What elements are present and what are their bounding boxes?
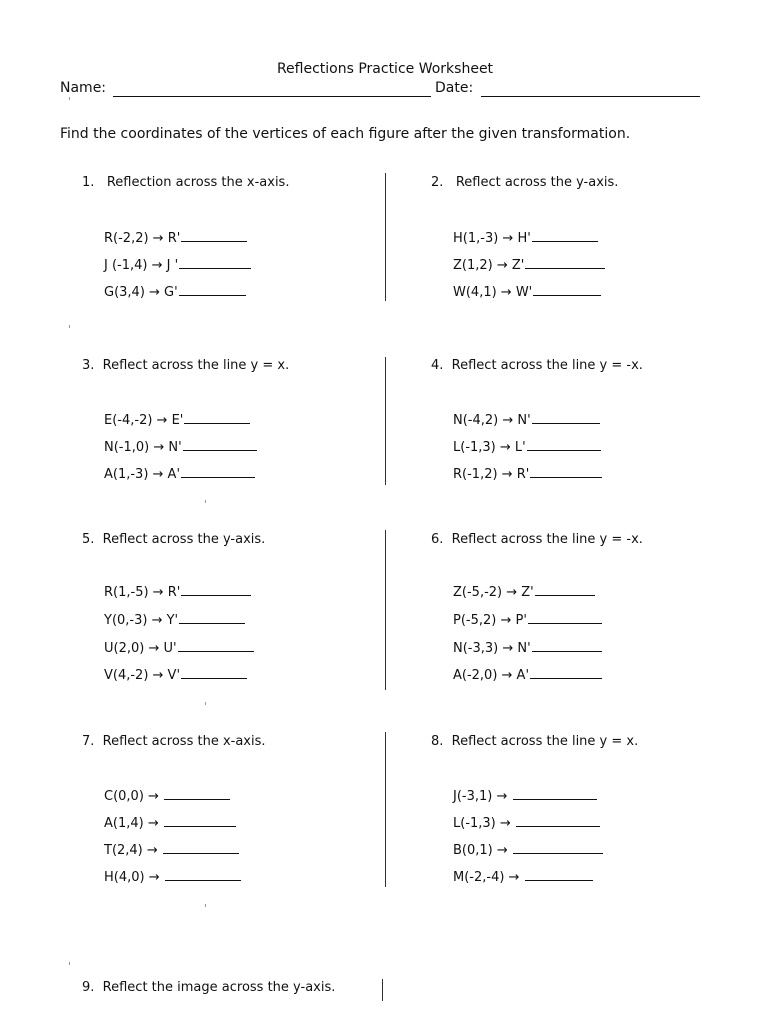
problem-item: C(0,0) →	[104, 786, 230, 804]
answer-blank[interactable]	[184, 410, 250, 424]
answer-blank[interactable]	[525, 867, 593, 881]
problem-item: M(-2,-4) →	[453, 867, 593, 885]
column-divider	[385, 357, 386, 485]
problem-item: N(-4,2) → N'	[453, 410, 600, 428]
problem-item: Z(-5,-2) → Z'	[453, 582, 595, 600]
answer-blank[interactable]	[516, 813, 600, 827]
problem-item: A(1,-3) → A'	[104, 464, 255, 482]
scan-speck	[69, 325, 70, 328]
column-divider	[382, 979, 383, 1001]
problem-item: L(-1,3) →	[453, 813, 600, 831]
problem-item: P(-5,2) → P'	[453, 610, 602, 628]
answer-blank[interactable]	[525, 255, 605, 269]
problem-heading: 9. Reflect the image across the y-axis.	[82, 980, 336, 995]
answer-blank[interactable]	[532, 228, 598, 242]
answer-blank[interactable]	[181, 464, 255, 478]
column-divider	[385, 530, 386, 690]
date-line	[481, 96, 700, 97]
problem-item: L(-1,3) → L'	[453, 437, 601, 455]
problem-item: Z(1,2) → Z'	[453, 255, 605, 273]
answer-blank[interactable]	[181, 228, 247, 242]
problem-heading: 6. Reflect across the line y = -x.	[431, 532, 643, 547]
date-label: Date:	[435, 80, 474, 96]
answer-blank[interactable]	[528, 610, 602, 624]
column-divider	[385, 732, 386, 887]
scan-speck	[69, 962, 70, 965]
answer-blank[interactable]	[532, 638, 602, 652]
answer-blank[interactable]	[165, 867, 241, 881]
scan-speck	[205, 500, 206, 503]
scan-speck	[69, 97, 70, 100]
answer-blank[interactable]	[533, 282, 601, 296]
scan-speck	[205, 702, 206, 705]
problem-item: U(2,0) → U'	[104, 638, 254, 656]
problem-item: R(-2,2) → R'	[104, 228, 247, 246]
problem-heading: 7. Reflect across the x-axis.	[82, 734, 266, 749]
answer-blank[interactable]	[164, 813, 236, 827]
problem-item: J(-3,1) →	[453, 786, 597, 804]
answer-blank[interactable]	[513, 786, 597, 800]
problem-item: J (-1,4) → J '	[104, 255, 251, 273]
answer-blank[interactable]	[164, 786, 230, 800]
problem-heading: 8. Reflect across the line y = x.	[431, 734, 639, 749]
problem-item: V(4,-2) → V'	[104, 665, 247, 683]
worksheet-title: Reflections Practice Worksheet	[276, 61, 494, 77]
problem-item: T(2,4) →	[104, 840, 239, 858]
scan-speck	[205, 904, 206, 907]
answer-blank[interactable]	[179, 255, 251, 269]
problem-item: N(-3,3) → N'	[453, 638, 602, 656]
problem-heading: 1. Reflection across the x-axis.	[82, 175, 290, 190]
problem-item: R(-1,2) → R'	[453, 464, 602, 482]
problem-item: A(-2,0) → A'	[453, 665, 602, 683]
answer-blank[interactable]	[527, 437, 601, 451]
answer-blank[interactable]	[535, 582, 595, 596]
name-line	[113, 96, 431, 97]
problem-item: G(3,4) → G'	[104, 282, 246, 300]
name-label: Name:	[60, 80, 107, 96]
problem-item: B(0,1) →	[453, 840, 603, 858]
problem-item: W(4,1) → W'	[453, 282, 601, 300]
answer-blank[interactable]	[530, 464, 602, 478]
problem-item: R(1,-5) → R'	[104, 582, 251, 600]
problem-item: N(-1,0) → N'	[104, 437, 257, 455]
answer-blank[interactable]	[181, 582, 251, 596]
problem-item: A(1,4) →	[104, 813, 236, 831]
answer-blank[interactable]	[183, 437, 257, 451]
answer-blank[interactable]	[178, 638, 254, 652]
problem-heading: 5. Reflect across the y-axis.	[82, 532, 266, 547]
answer-blank[interactable]	[181, 665, 247, 679]
answer-blank[interactable]	[513, 840, 603, 854]
answer-blank[interactable]	[163, 840, 239, 854]
answer-blank[interactable]	[179, 610, 245, 624]
problem-item: H(4,0) →	[104, 867, 241, 885]
problem-heading: 4. Reflect across the line y = -x.	[431, 358, 643, 373]
problem-heading: 3. Reflect across the line y = x.	[82, 358, 290, 373]
instructions: Find the coordinates of the vertices of each figure after the given transformation.	[60, 126, 631, 142]
answer-blank[interactable]	[530, 665, 602, 679]
column-divider	[385, 173, 386, 301]
problem-item: H(1,-3) → H'	[453, 228, 598, 246]
answer-blank[interactable]	[532, 410, 600, 424]
problem-heading: 2. Reflect across the y-axis.	[431, 175, 619, 190]
problem-item: Y(0,-3) → Y'	[104, 610, 245, 628]
problem-item: E(-4,-2) → E'	[104, 410, 250, 428]
answer-blank[interactable]	[179, 282, 246, 296]
